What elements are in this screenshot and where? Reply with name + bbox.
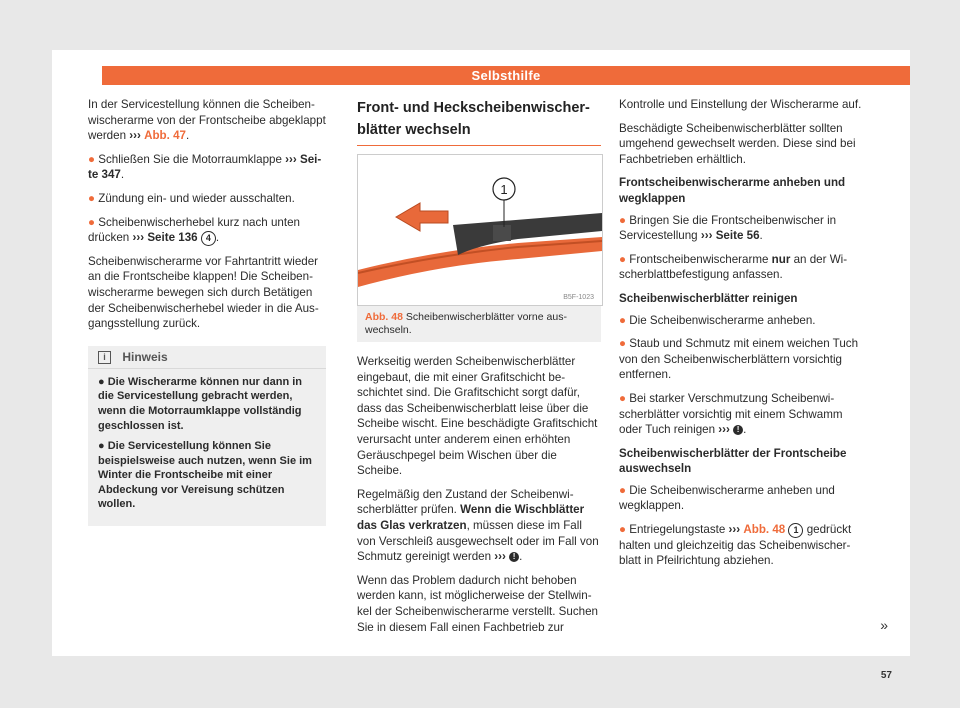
column-right (619, 97, 863, 577)
hint-box (88, 346, 326, 526)
subheading: Frontscheibenwischerarme anheben und wegklappen (619, 176, 846, 205)
callout-number: 1 (788, 523, 803, 538)
release-button-icon (493, 225, 511, 241)
bullet-icon: ● (619, 213, 627, 227)
intro-paragraph: In der Servicestellung können die Scheibenwischerarme von der Frontscheibe abgeklappt werden ››› Abb. 47. (88, 98, 326, 143)
hint-header: i Hinweis (88, 346, 326, 369)
arrow-left-icon (396, 203, 448, 231)
body-paragraph: Scheibenwischerarme vor Fahrtantritt wieder an die Frontscheibe klappen! Die Scheibenwischerarme bewegen sich durch Betätigen der Scheibenwischerhebel wieder in die Ausgangsstellung zurück. (88, 254, 319, 331)
bullet-icon: ● (98, 440, 105, 453)
list-item: ● Frontscheibenwischerarme nur an der Wischerblattbefestigung anfassen. (619, 252, 848, 282)
hint-item: ● Die Wischerarme können nur dann in die Servicestellung gebracht werden, wenn die Motorraumklappe vollständig geschlossen ist. (98, 375, 302, 432)
bullet-icon: ● (619, 313, 627, 327)
continue-marker: » (880, 617, 888, 633)
list-item: ● Bei starker Verschmutzung Scheibenwischerblätter vorsichtig mit einem Schwamm oder Tuch reinigen ››› ! . (619, 391, 843, 437)
callout-number: 4 (201, 231, 216, 246)
bullet-icon: ● (619, 252, 627, 266)
bullet-icon: ● (619, 337, 627, 351)
body-paragraph: Kontrolle und Einstellung der Wischerarme auf. (619, 98, 862, 111)
bullet-icon: ● (619, 483, 627, 497)
step-ignition: ● Zündung ein- und wieder ausschalten. (88, 191, 295, 205)
manual-page (52, 50, 910, 681)
bullet-icon: ● (619, 523, 627, 537)
figure-link[interactable]: Abb. 48 (743, 523, 786, 537)
body-paragraph: Regelmäßig den Zustand der Scheibenwischerblätter prüfen. Wenn die Wischblätter das Glas verkratzen, müssen diese im Fall von Verschleiß ausgewechselt oder im Fall von Schmutz gereinigt werden ››› ! . (357, 487, 599, 564)
wiper-figure (357, 154, 603, 306)
column-left (88, 97, 326, 526)
list-item: ● Entriegelungstaste ››› Abb. 48 1 gedrückt halten und gleichzeitig das Scheibenwischerblatt in Pfeilrichtung abziehen. (619, 523, 852, 568)
step-close-hood: ● Schließen Sie die Motorraumklappe ››› Seite 347. (88, 152, 322, 182)
figure-link[interactable]: Abb. 47 (144, 129, 186, 143)
list-item: ● Bringen Sie die Frontscheibenwischer in Servicestellung ››› Seite 56. (619, 213, 837, 243)
warning-icon: ! (509, 552, 519, 562)
section-title: Front- und Heckscheibenwischerblätter wechseln (357, 97, 601, 146)
warning-icon: ! (733, 425, 743, 435)
body-paragraph: Werkseitig werden Scheibenwischerblätter eingebaut, die mit einer Grafitschicht beschichtet sind. Die Grafitschicht sorgt dafür, dass das Scheibenwischerblatt leise über die Scheibe wischt. Eine beschädigte Grafitschicht verursacht unter anderem einen erhöhten Geräuschpegel beim Wischen über die Scheibe. (357, 355, 598, 478)
body-paragraph: Beschädigte Scheibenwischerblätter sollten umgehend gewechselt werden. Diese sind bei Fachbetrieben erhältlich. (619, 121, 856, 166)
bullet-icon: ● (98, 375, 105, 388)
bullet-icon: ● (88, 215, 96, 229)
column-middle (357, 97, 601, 643)
subheading: Scheibenwischerblätter der Frontscheibe auswechseln (619, 446, 847, 476)
bullet-icon: ● (88, 152, 96, 166)
bullet-icon: ● (619, 391, 627, 405)
callout-label: 1 (500, 182, 508, 197)
list-item: ● Staub und Schmutz mit einem weichen Tuch von den Scheibenwischerblättern vorsichtig entfernen. (619, 337, 859, 382)
page-link[interactable]: Seite 136 (147, 231, 198, 245)
figure-code: B5F-1023 (563, 294, 594, 301)
page-link[interactable]: Seite 56 (715, 229, 760, 243)
ref-arrows: ››› (129, 129, 141, 143)
subheading: Scheibenwischerblätter reinigen (619, 291, 798, 305)
figure-caption: Abb. 48 Scheibenwischerblätter vorne auswechseln. (357, 306, 601, 342)
page-number: 57 (880, 670, 892, 681)
list-item: ● Die Scheibenwischerarme anheben und wegklappen. (619, 483, 835, 513)
chapter-header: Selbsthilfe (102, 66, 910, 85)
wiper-blade-illustration (358, 155, 602, 305)
bullet-icon: ● (88, 191, 96, 205)
info-icon: i (98, 351, 111, 364)
hint-item: ● Die Servicestellung können Sie beispielsweise auch nutzen, wenn Sie im Winter die Frontscheibe mit einer Abdeckung vor Vereisung schützen wollen. (98, 440, 312, 511)
step-wiper-lever: ● Scheibenwischerhebel kurz nach unten drücken ››› Seite 136 4 . (88, 215, 300, 245)
body-paragraph: Wenn das Problem dadurch nicht behoben werden kann, ist möglicherweise der Stellwinkel der Scheibenwischerarme verstellt. Suchen Sie in diesem Fall einen Fachbetrieb zur (357, 573, 599, 634)
list-item: ● Die Scheibenwischerarme anheben. (619, 313, 816, 327)
page-link[interactable]: Seite 347 (88, 152, 322, 182)
